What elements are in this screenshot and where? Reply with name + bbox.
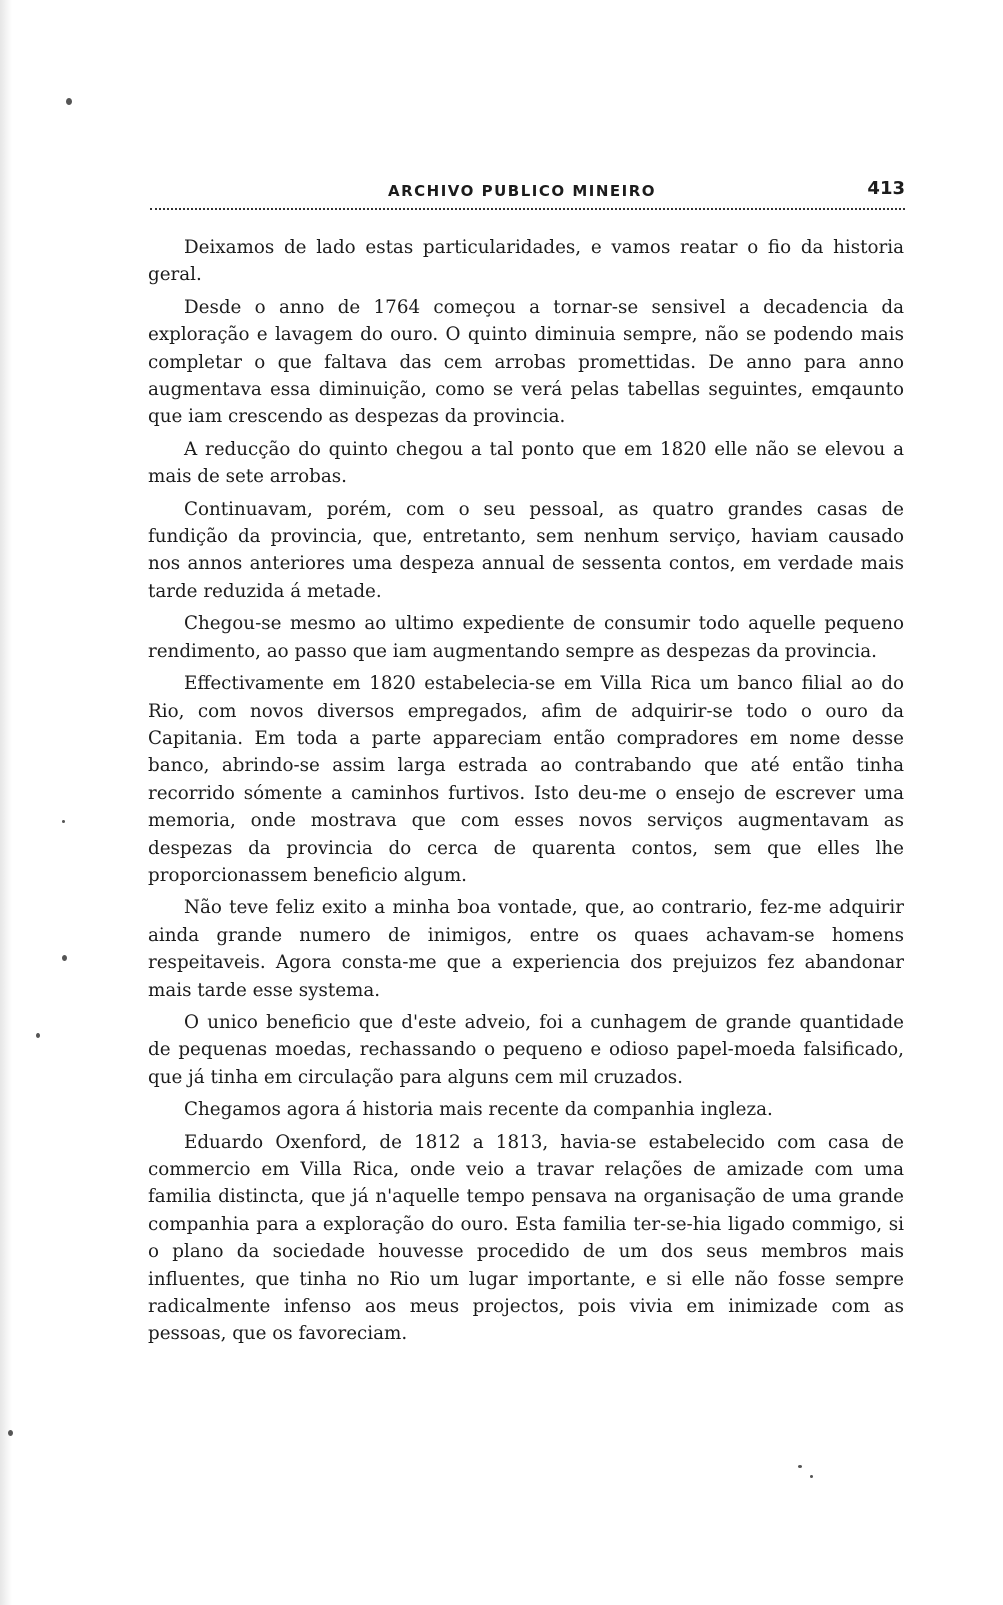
paragraph: O unico beneficio que d'este adveio, foi a cunhagem de grande quantidade de pequenas moedas, rechassando o pequeno e odioso papel-moeda falsificado, que já tinha em circulação para alguns cem mil cruzados. bbox=[148, 1011, 904, 1088]
paragraph: Eduardo Oxenford, de 1812 a 1813, havia-se estabelecido com casa de commercio em Villa Rica, onde veio a travar relações de amizade com uma familia distincta, que já n'aquelle tempo pensava na organisação de uma grande companhia para a exploração do ouro. Esta familia ter-se-hia ligado commigo, si o plano da sociedade houvesse procedido de um dos seus membros mais influentes, que tinha no Rio um lugar importante, e si elle não fosse sempre radicalmente infenso aos meus projectos, pois vivia em inimizade com as pessoas, que os favoreciam. bbox=[148, 1131, 904, 1345]
paragraph: Chegamos agora á historia mais recente da companhia ingleza. bbox=[184, 1099, 773, 1121]
speck bbox=[62, 955, 67, 961]
speck bbox=[798, 1465, 802, 1468]
header-rule bbox=[150, 208, 905, 210]
speck bbox=[62, 820, 65, 823]
paragraph: Chegou-se mesmo ao ultimo expediente de consumir todo aquelle pequeno rendimento, ao passo que iam augmentando sempre as despezas da provincia. bbox=[148, 613, 904, 662]
speck bbox=[8, 1430, 13, 1436]
running-title: ARCHIVO PUBLICO MINEIRO bbox=[388, 182, 657, 200]
paragraph: Effectivamente em 1820 estabelecia-se em Villa Rica um banco filial ao do Rio, com novos diversos empregados, afim de adquirir-se todo o ouro da Capitania. Em toda a parte appareciam então compradores em nome desse banco, abrindo-se assim larga estrada ao contrabando que até então tinha recorrido sómente a caminhos furtivos. Isto deu-me o ensejo de escrever uma memoria, onde mostrava que com esses novos serviços augmentavam as despezas da provincia do cerca de quarenta contos, sem que elles lhe proporcionassem beneficio algum. bbox=[148, 673, 904, 886]
paragraph: Desde o anno de 1764 começou a tornar-se sensivel a decadencia da exploração e lavagem do ouro. O quinto diminuia sempre, não se podendo mais completar o que faltava das cem arrobas promettidas. De anno para anno augmentava essa diminuição, como se verá pelas tabellas seguintes, emqaunto que iam crescendo as despezas da provincia. bbox=[148, 296, 904, 428]
page-number: 413 bbox=[867, 178, 905, 199]
paragraph: Não teve feliz exito a minha boa vontade, que, ao contrario, fez-me adquirir ainda grande numero de inimigos, entre os quaes achavam-se homens respeitaveis. Agora consta-me que a experiencia dos prejuizos fez abandonar mais tarde esse systema. bbox=[148, 897, 904, 1001]
page-edge-shadow bbox=[0, 0, 12, 1605]
paragraph: A reducção do quinto chegou a tal ponto que em 1820 elle não se elevou a mais de sete arrobas. bbox=[148, 438, 904, 488]
paragraph: Continuavam, porém, com o seu pessoal, as quatro grandes casas de fundição da provincia, que, entretanto, sem nenhum serviço, haviam causado nos annos anteriores uma despeza annual de sessenta contos, em verdade mais tarde reduzida á metade. bbox=[148, 498, 904, 602]
speck bbox=[810, 1475, 813, 1478]
speck bbox=[36, 1033, 40, 1038]
page-header bbox=[150, 178, 905, 208]
body-text bbox=[148, 234, 904, 1353]
paragraph: Deixamos de lado estas particularidades, e vamos reatar o fio da historia geral. bbox=[148, 237, 904, 286]
speck bbox=[66, 98, 72, 105]
